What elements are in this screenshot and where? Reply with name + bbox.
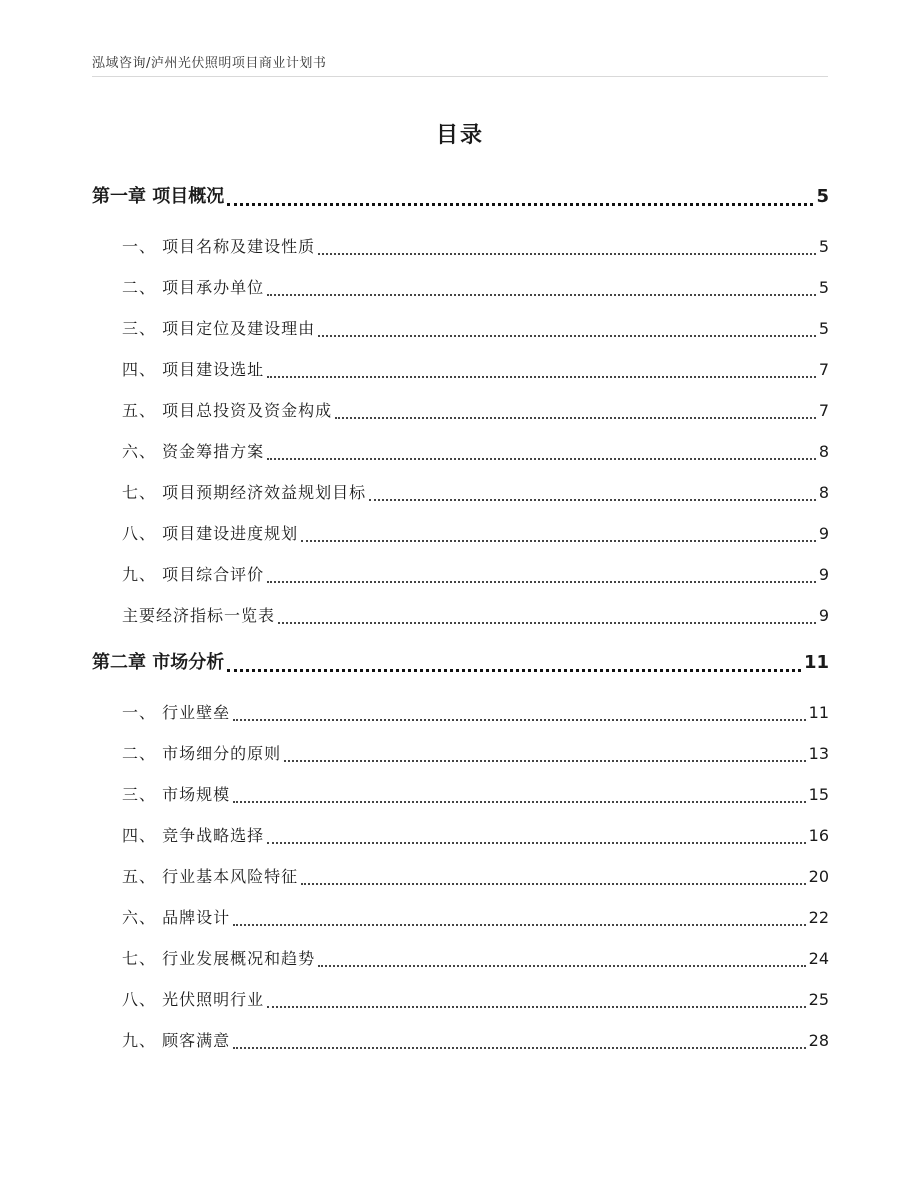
- dot-leader: [335, 417, 816, 419]
- toc-section-label: 五、 项目总投资及资金构成: [122, 401, 333, 420]
- dot-leader: [227, 203, 813, 206]
- dot-leader: [284, 760, 806, 762]
- toc-page-number: 9: [818, 524, 829, 543]
- toc-page-number: 8: [818, 483, 829, 502]
- toc-section-label: 一、 行业壁垒: [122, 703, 231, 722]
- toc-chapter-2[interactable]: [92, 642, 829, 684]
- toc-chapter-label: 第一章 项目概况: [92, 186, 225, 207]
- toc-page-number: 9: [818, 565, 829, 584]
- toc-page-number: 8: [818, 442, 829, 461]
- dot-leader: [233, 719, 806, 721]
- dot-leader: [267, 458, 816, 460]
- toc-section[interactable]: [92, 897, 829, 938]
- running-header: 泓域咨询/泸州光伏照明项目商业计划书: [92, 56, 327, 71]
- toc-section[interactable]: [92, 472, 829, 513]
- toc-page-number: 5: [818, 237, 829, 256]
- toc-section-label: 六、 资金筹措方案: [122, 442, 265, 461]
- toc-title: 目录: [435, 123, 484, 148]
- toc-page-number: 13: [808, 744, 829, 763]
- dot-leader: [267, 581, 816, 583]
- toc-section[interactable]: [92, 349, 829, 390]
- dot-leader: [267, 376, 816, 378]
- toc-section[interactable]: [92, 226, 829, 267]
- toc-section[interactable]: [92, 554, 829, 595]
- toc-page-number: 25: [808, 990, 829, 1009]
- toc-page-number: 9: [818, 606, 829, 625]
- toc-page-number: 11: [808, 703, 829, 722]
- toc-section[interactable]: [92, 513, 829, 554]
- dot-leader: [318, 253, 816, 255]
- toc-section-label: 九、 顾客满意: [122, 1031, 231, 1050]
- toc-section-label: 九、 项目综合评价: [122, 565, 265, 584]
- dot-leader: [227, 669, 801, 672]
- dot-leader: [301, 540, 816, 542]
- toc-page-number: 5: [818, 278, 829, 297]
- toc-section-label: 七、 项目预期经济效益规划目标: [122, 483, 367, 502]
- toc-section[interactable]: [92, 815, 829, 856]
- toc-section[interactable]: [92, 692, 829, 733]
- toc-section-label: 六、 品牌设计: [122, 908, 231, 927]
- dot-leader: [267, 842, 806, 844]
- toc-page-number: 24: [808, 949, 829, 968]
- toc-section-label: 三、 项目定位及建设理由: [122, 319, 316, 338]
- toc-page-number: 16: [808, 826, 829, 845]
- dot-leader: [233, 801, 806, 803]
- toc-page-number: 15: [808, 785, 829, 804]
- toc-page-number: 28: [808, 1031, 829, 1050]
- toc-section[interactable]: [92, 431, 829, 472]
- toc-page-number: 20: [808, 867, 829, 886]
- toc-section-label: 一、 项目名称及建设性质: [122, 237, 316, 256]
- toc-page-number: 7: [818, 401, 829, 420]
- dot-leader: [267, 1006, 806, 1008]
- toc-section[interactable]: [92, 938, 829, 979]
- toc-section[interactable]: [92, 308, 829, 349]
- dot-leader: [278, 622, 816, 624]
- toc-page-number: 5: [818, 319, 829, 338]
- toc-section[interactable]: [92, 595, 829, 636]
- toc-section[interactable]: [92, 856, 829, 897]
- table-of-contents: [92, 176, 829, 1061]
- toc-section-label: 五、 行业基本风险特征: [122, 867, 299, 886]
- toc-section-label: 主要经济指标一览表: [122, 606, 276, 625]
- toc-page-number: 22: [808, 908, 829, 927]
- toc-section-label: 四、 项目建设选址: [122, 360, 265, 379]
- dot-leader: [233, 1047, 806, 1049]
- toc-section-label: 二、 市场细分的原则: [122, 744, 282, 763]
- toc-section[interactable]: [92, 1020, 829, 1061]
- dot-leader: [318, 965, 806, 967]
- toc-section-label: 四、 竞争战略选择: [122, 826, 265, 845]
- toc-page-number: 11: [803, 652, 829, 673]
- dot-leader: [318, 335, 816, 337]
- toc-chapter-label: 第二章 市场分析: [92, 652, 225, 673]
- toc-page-number: 7: [818, 360, 829, 379]
- toc-section-label: 二、 项目承办单位: [122, 278, 265, 297]
- toc-section-label: 三、 市场规模: [122, 785, 231, 804]
- toc-section[interactable]: [92, 979, 829, 1020]
- dot-leader: [369, 499, 816, 501]
- dot-leader: [301, 883, 806, 885]
- toc-section-label: 八、 光伏照明行业: [122, 990, 265, 1009]
- dot-leader: [267, 294, 816, 296]
- toc-section[interactable]: [92, 267, 829, 308]
- toc-section-label: 七、 行业发展概况和趋势: [122, 949, 316, 968]
- header-divider: [92, 76, 828, 77]
- toc-section-label: 八、 项目建设进度规划: [122, 524, 299, 543]
- toc-page-number: 5: [816, 186, 829, 207]
- toc-section[interactable]: [92, 774, 829, 815]
- toc-chapter-1[interactable]: [92, 176, 829, 218]
- toc-section[interactable]: [92, 390, 829, 431]
- toc-section[interactable]: [92, 733, 829, 774]
- dot-leader: [233, 924, 806, 926]
